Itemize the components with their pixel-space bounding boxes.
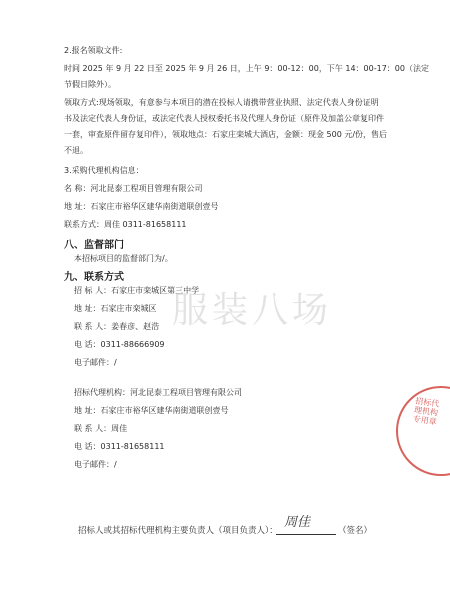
registration-method-line-3: 一套，审查原件留存复印件），领取地点：石家庄栾城大酒店，金额：现金 500 元/份，售后: [64, 130, 388, 139]
agent-address: 地 址：石家庄市裕华区建华南街道联创壹号: [74, 406, 229, 415]
tenderer-contact: 联 系 人：姜春彦、赵浩: [74, 322, 160, 331]
registration-method-line-1: 领取方式:现场领取，有意参与本项目的潜在投标人请携带营业执照、法定代表人身份证明: [64, 98, 379, 107]
registration-time-line-1: 时间 2025 年 9 月 22 日至 2025 年 9 月 26 日，上午 9：00-12：00，下午 14：00-17：00（法定: [64, 64, 429, 73]
agent-name: 招标代理机构：河北昆泰工程项目管理有限公司: [74, 388, 242, 397]
agent-contact: 联 系 人：周佳: [74, 424, 128, 433]
registration-time-line-2: 节假日除外）。: [64, 80, 116, 89]
registration-method-line-2: 书及法定代表人身份证，或法定代表人授权委托书及代理人身份证（原件及加盖公章复印件: [64, 114, 384, 123]
registration-heading: 2.报名领取文件:: [64, 46, 123, 55]
signature-name: 周佳: [284, 515, 311, 530]
section-8-title: 八、监督部门: [64, 240, 124, 251]
watermark: 服装八场: [172, 290, 333, 331]
section-8-text: 本招标项目的监督部门为/。: [74, 254, 173, 263]
agent-phone: 电 话：0311-81658111: [74, 442, 165, 451]
agency-contact: 联系方式：周佳 0311-81658111: [64, 220, 187, 229]
section-9-title: 九、联系方式: [64, 272, 124, 283]
agency-name: 名 称：河北昆泰工程项目管理有限公司: [64, 184, 203, 193]
tenderer-phone: 电 话：0311-88666909: [74, 340, 165, 349]
tenderer-name: 招 标 人：石家庄市栾城区第三中学: [74, 286, 200, 295]
signature-label: 招标人或其招标代理机构主要负责人（项目负责人）：: [78, 526, 278, 536]
tenderer-email: 电子邮件：/: [74, 358, 117, 367]
agent-email: 电子邮件：/: [74, 460, 117, 469]
agency-address: 地 址：石家庄市裕华区建华南街道联创壹号: [64, 202, 219, 211]
registration-method-line-4: 不退。: [64, 146, 88, 155]
signature-underline: [276, 534, 336, 535]
signature-suffix: （签名）: [338, 526, 373, 536]
tenderer-address: 地 址：石家庄市栾城区: [74, 304, 157, 313]
company-seal-text: 招标代理机构专用章: [412, 396, 440, 427]
agency-heading: 3.采购代理机构信息：: [64, 166, 144, 175]
